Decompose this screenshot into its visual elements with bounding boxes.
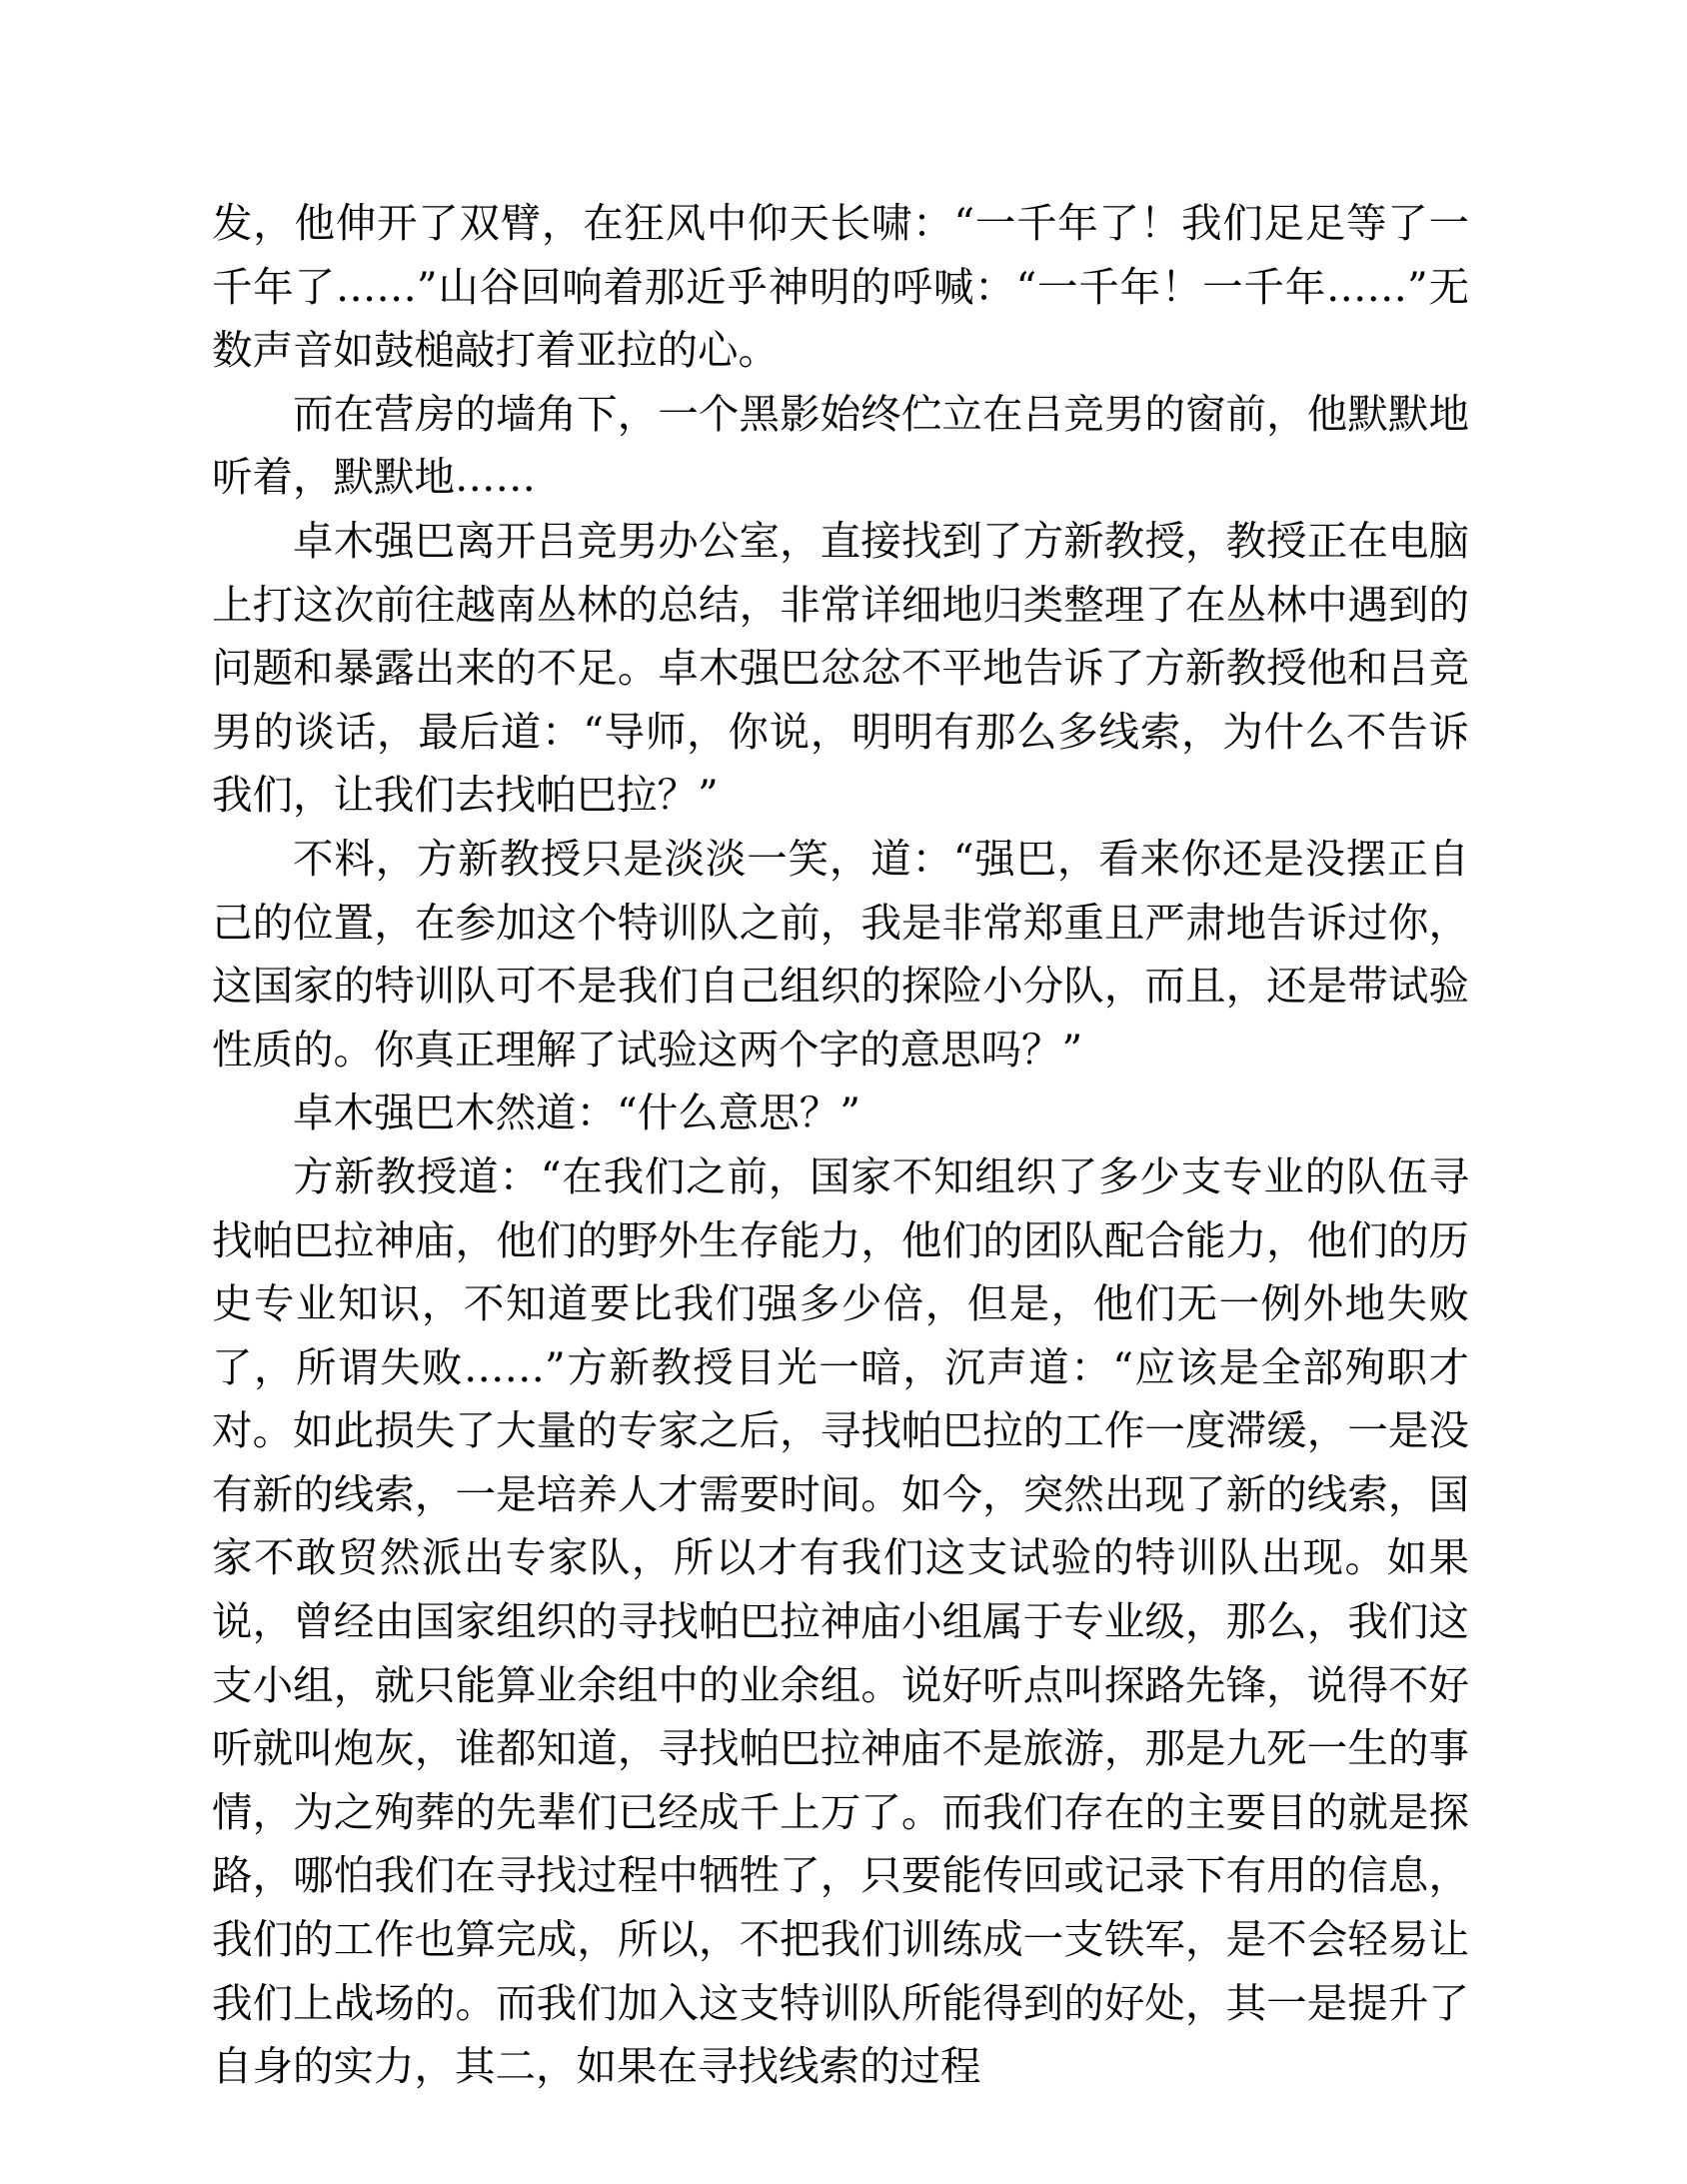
body-text <box>212 192 1469 2099</box>
paragraph-5: 卓木强巴木然道：“什么意思？” <box>293 1089 860 1137</box>
paragraph-2: 而在营房的墙角下，一个黑影始终伫立在吕竞男的窗前，他默默地听着，默默地…… <box>212 389 1469 502</box>
paragraph-3: 卓木强巴离开吕竞男办公室，直接找到了方新教授，教授正在电脑上打这次前往越南丛林的总结，非常详细地归类整理了在丛林中遇到的问题和暴露出来的不足。卓木强巴忿忿不平地告诉了方新教授他和吕竞男的谈话，最后道：“导师，你说，明明有那么多线索，为什么不告诉我们，让我们去找帕巴拉？” <box>212 516 1469 820</box>
paragraph-1: 发，他伸开了双臂，在狂风中仰天长啸：“一千年了！我们足足等了一千年了……”山谷回响着那近乎神明的呼喊：“一千年！一千年……”无数声音如鼓槌敲打着亚拉的心。 <box>212 199 1469 375</box>
paragraph-6: 方新教授道：“在我们之前，国家不知组织了多少支专业的队伍寻找帕巴拉神庙，他们的野外生存能力，他们的团队配合能力，他们的历史专业知识，不知道要比我们强多少倍，但是，他们无一例外地失败了，所谓失败……”方新教授目光一暗，沉声道：“应该是全部殉职才对。如此损失了大量的专家之后，寻找帕巴拉的工作一度滞缓，一是没有新的线索，一是培养人才需要时间。如今，突然出现了新的线索，国家不敢贸然派出专家队，所以才有我们这支试验的特训队出现。如果说，曾经由国家组织的寻找帕巴拉神庙小组属于专业级，那么，我们这支小组，就只能算业余组中的业余组。说好听点叫探路先锋，说得不好听就叫炮灰，谁都知道，寻找帕巴拉神庙不是旅游，那是九死一生的事情，为之殉葬的先辈们已经成千上万了。而我们存在的主要目的就是探路，哪怕我们在寻找过程中牺牲了，只要能传回或记录下有用的信息，我们的工作也算完成，所以，不把我们训练成一支铁军，是不会轻易让我们上战场的。而我们加入这支特训队所能得到的好处，其一是提升了自身的实力，其二，如果在寻找线索的过程 <box>212 1151 1469 2091</box>
paragraph-4: 不料，方新教授只是淡淡一笑，道：“强巴，看来你还是没摆正自己的位置，在参加这个特训队之前，我是非常郑重且严肃地告诉过你，这国家的特训队可不是我们自己组织的探险小分队，而且，还是带试验性质的。你真正理解了试验这两个字的意思吗？” <box>212 834 1469 1074</box>
